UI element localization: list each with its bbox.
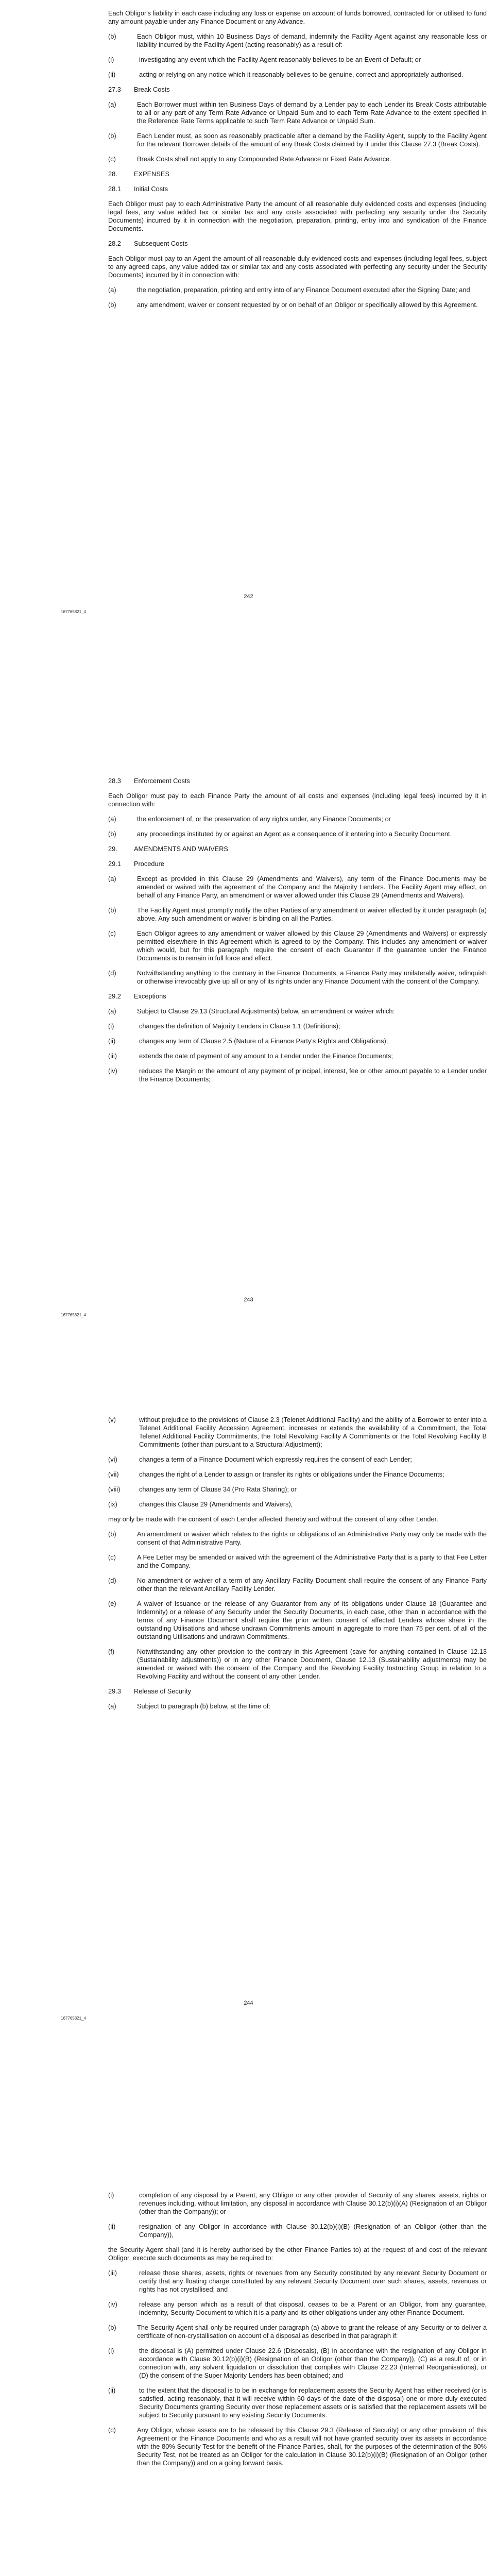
clause-text: A Fee Letter may be amended or waived with the agreement of the Administrative Party that is a party to that Fee Letter and the Company. bbox=[137, 1553, 487, 1569]
clause-text: reduces the Margin or the amount of any payment of principal, interest, fee or other amount payable to a Lender under the Finance Documents; bbox=[139, 1067, 487, 1083]
clause-item bbox=[108, 1553, 487, 1570]
clause-label: (vi) bbox=[108, 1455, 117, 1463]
clause-text: investigating any event which the Facility Agent reasonably believes to be an Event of Default; or bbox=[139, 56, 421, 63]
section-heading bbox=[108, 992, 487, 1001]
clause-item bbox=[108, 1648, 487, 1681]
clause-label: (iv) bbox=[108, 2300, 117, 2308]
clause-item bbox=[108, 1067, 487, 1083]
clause-text: Except as provided in this Clause 29 (Amendments and Waivers), any term of the Finance Documents may be amended or waived with the agreement of the Company and the Majority Lenders. The Facility Agent may effect, on behalf of any Finance Party, an amendment or waiver allowed under this Clause 29 (Amendments and Waivers). bbox=[137, 875, 487, 899]
clause-text: Notwithstanding anything to the contrary in the Finance Documents, a Finance Party may unilaterally waive, relinquish or otherwise irrevocably give up all or any of its rights under any Finance Document with the consent of the Company. bbox=[137, 969, 487, 985]
clause-text: release any person which as a result of that disposal, ceases to be a Parent or an Obligor, from any guarantee, indemnity, Security Document to which it is a party and its other obligations under any other Finance Document. bbox=[139, 2300, 487, 2316]
clause-label: (c) bbox=[108, 929, 116, 937]
clause-item bbox=[108, 2191, 487, 2216]
section-heading bbox=[108, 1687, 487, 1696]
clause-label: (a) bbox=[108, 286, 116, 294]
paragraph: may only be made with the consent of each Lender affected thereby and without the consent of any other Lender. bbox=[108, 1515, 438, 1523]
clause-label: (a) bbox=[108, 875, 116, 883]
section-title: EXPENSES bbox=[134, 170, 169, 178]
clause-text: Each Obligor agrees to any amendment or waiver allowed by this Clause 29 (Amendments and Waivers) or expressly permitted elsewhere in this Agreement which is agreed to by the Company. This includes any amendment or waiver which would, but for this paragraph, require the consent of each Guarantor if the guarantee under the Finance Documents is to remain in full force and effect. bbox=[137, 929, 487, 962]
clause-item bbox=[108, 1577, 487, 1593]
clause-label: (b) bbox=[108, 32, 116, 40]
page-number: 242 bbox=[244, 594, 253, 600]
clause-text: release those shares, assets, rights or revenues from any Security constituted by any relevant Security Document or certify that any floating charge constituted by any relevant Security Document over such shares, assets, revenues or rights has not crystallised; and bbox=[139, 2269, 487, 2293]
clause-item bbox=[108, 155, 487, 163]
clause-label: (ii) bbox=[108, 2386, 116, 2394]
clause-item bbox=[108, 1022, 487, 1030]
page-number: 244 bbox=[244, 2000, 253, 2006]
clause-label: (b) bbox=[108, 301, 116, 309]
clause-item bbox=[108, 969, 487, 986]
clause-text: any proceedings instituted by or against an Agent as a consequence of it entering into a Security Document. bbox=[137, 830, 452, 838]
paragraph: the Security Agent shall (and it is hereby authorised by the other Finance Parties to) at the request of and cost of the relevant Obligor, execute such documents as may be required to: bbox=[108, 2246, 487, 2262]
clause-label: (ix) bbox=[108, 1500, 117, 1508]
section-title: AMENDMENTS AND WAIVERS bbox=[134, 845, 228, 853]
section-number: 27.3 bbox=[108, 86, 121, 93]
clause-item bbox=[108, 301, 487, 309]
clause-item bbox=[108, 929, 487, 962]
clause-item bbox=[108, 2269, 487, 2294]
clause-label: (v) bbox=[108, 1416, 116, 1423]
document-page bbox=[0, 0, 497, 703]
clause-item bbox=[108, 815, 487, 823]
clause-label: (e) bbox=[108, 1600, 116, 1607]
document-reference: 167765821_4 bbox=[61, 609, 86, 614]
clause-text: changes any term of Clause 2.5 (Nature of a Finance Party's Rights and Obligations); bbox=[139, 1037, 388, 1045]
clause-label: (iv) bbox=[108, 1067, 117, 1075]
clause-item bbox=[108, 1470, 487, 1479]
clause-text: changes a term of a Finance Document which expressly requires the consent of each Lender; bbox=[139, 1455, 412, 1463]
section-number: 29.1 bbox=[108, 860, 121, 868]
clause-text: the disposal is (A) permitted under Clause 22.6 (Disposals), (B) in accordance with the resignation of any Obligor in accordance with Clause 30.12(b)(i)(B) (Resignation of an Obligor (other than the Company)), (C) as a result of, or in connection with, any solvent liquidation or dissolution that complies with Clause 22.23 (Internal Reorganisations), or (D) the consent of the Super Majority Lenders has been obtained; and bbox=[139, 2347, 487, 2379]
clause-item bbox=[108, 1416, 487, 1449]
clause-text: Subject to Clause 29.13 (Structural Adjustments) below, an amendment or waiver which: bbox=[137, 1007, 395, 1015]
clause-item bbox=[108, 286, 487, 294]
clause-label: (a) bbox=[108, 1007, 116, 1015]
clause-item bbox=[108, 71, 487, 79]
section-number: 28.2 bbox=[108, 240, 121, 247]
clause-text: resignation of any Obligor in accordance with Clause 30.12(b)(i)(B) (Resignation of an Obligor (other than the Company)), bbox=[139, 2223, 487, 2239]
paragraph: Each Obligor's liability in each case including any loss or expense on account of funds borrowed, contracted for or utilised to fund any amount payable under any Finance Document or any Advance. bbox=[108, 9, 487, 25]
clause-text: The Security Agent shall only be required under paragraph (a) above to grant the release of any Security or to deliver a certificate of non-crystallisation on account of a disposal as described in that paragraph if: bbox=[137, 2324, 487, 2340]
section-heading bbox=[108, 860, 487, 868]
clause-label: (a) bbox=[108, 815, 116, 823]
document-page bbox=[0, 2110, 497, 2576]
section-number: 28. bbox=[108, 170, 117, 178]
section-number: 28.1 bbox=[108, 185, 121, 193]
clause-label: (viii) bbox=[108, 1485, 121, 1493]
clause-label: (b) bbox=[108, 132, 116, 140]
section-title: Release of Security bbox=[134, 1687, 191, 1695]
clause-label: (c) bbox=[108, 1553, 116, 1561]
clause-text: An amendment or waiver which relates to the rights or obligations of an Administrative Party may only be made with the consent of that Administrative Party. bbox=[137, 1530, 487, 1546]
clause-text: Any Obligor, whose assets are to be released by this Clause 29.3 (Release of Security) or any other provision of this Agreement or the Finance Documents and who as a result will not have granted security over its assets in accordance with the 80% Security Test for the benefit of the Finance Parties, shall, for the purposes of the determination of the 80% Security Test, not be treated as an Obligor for the calculation in Clause 30.12(b)(i)(B) (Resignation of an Obligor (other than the Company)) and on a going forward basis. bbox=[137, 2426, 487, 2467]
section-title: Procedure bbox=[134, 860, 165, 868]
paragraph: Each Obligor must pay to each Finance Party the amount of all costs and expenses (including legal fees) incurred by it in connection with: bbox=[108, 792, 487, 808]
paragraph: Each Obligor must pay to each Administrative Party the amount of all reasonable duly evidenced costs and expenses (including legal fees, any value added tax or similar tax and any costs associated with perfecting any security under the Security Documents) incurred by it in connection with the negotiation, preparation, printing, entry into and syndication of the Finance Documents. bbox=[108, 200, 487, 232]
section-title: Break Costs bbox=[134, 86, 170, 93]
clause-label: (d) bbox=[108, 969, 116, 977]
clause-label: (ii) bbox=[108, 71, 116, 78]
clause-item bbox=[108, 2300, 487, 2317]
clause-item bbox=[108, 1037, 487, 1045]
clause-text: A waiver of Issuance or the release of any Guarantor from any of its obligations under Clause 18 (Guarantee and Indemnity) or a release of any Security under the Security Documents, in each case, other than in accordance with the terms of any Finance Document shall require the prior written consent of affected Lenders whose share in the outstanding Utilisations and whose undrawn Commitments amount in aggregate to more than 75 per cent. of all of the outstanding Utilisations and undrawn Commitments. bbox=[137, 1600, 487, 1640]
section-heading bbox=[108, 86, 487, 94]
clause-label: (i) bbox=[108, 56, 114, 63]
clause-text: extends the date of payment of any amount to a Lender under the Finance Documents; bbox=[139, 1052, 393, 1060]
clause-text: changes the definition of Majority Lenders in Clause 1.1 (Definitions); bbox=[139, 1022, 340, 1030]
clause-text: any amendment, waiver or consent requested by or on behalf of an Obligor or specifically allowed by this Agreement. bbox=[137, 301, 478, 309]
section-heading bbox=[108, 185, 487, 193]
paragraph: Each Obligor must pay to an Agent the amount of all reasonable duly evidenced costs and expenses (including legal fees, subject to any agreed caps, any value added tax or similar tax and any costs associated with perfecting any security under the Security Documents) incurred by it in connection with: bbox=[108, 255, 487, 279]
clause-item bbox=[108, 1007, 487, 1015]
clause-item bbox=[108, 100, 487, 125]
clause-text: the negotiation, preparation, printing and entry into of any Finance Document executed after the Signing Date; and bbox=[137, 286, 470, 294]
clause-label: (ii) bbox=[108, 1037, 116, 1045]
clause-item bbox=[108, 1600, 487, 1641]
clause-item bbox=[108, 906, 487, 923]
clause-text: Subject to paragraph (b) below, at the time of: bbox=[137, 1702, 270, 1710]
clause-label: (b) bbox=[108, 2324, 116, 2331]
clause-item bbox=[108, 2386, 487, 2419]
clause-label: (iii) bbox=[108, 1052, 117, 1060]
clause-label: (b) bbox=[108, 906, 116, 914]
clause-label: (i) bbox=[108, 2347, 114, 2354]
clause-text: changes the right of a Lender to assign or transfer its rights or obligations under the Finance Documents; bbox=[139, 1470, 444, 1478]
clause-text: No amendment or waiver of a term of any Ancillary Facility Document shall require the consent of any Finance Party other than the relevant Ancillary Facility Lender. bbox=[137, 1577, 487, 1592]
clause-label: (c) bbox=[108, 155, 116, 163]
clause-label: (ii) bbox=[108, 2223, 116, 2230]
clause-item bbox=[108, 2324, 487, 2340]
section-heading bbox=[108, 240, 487, 248]
section-number: 28.3 bbox=[108, 777, 121, 785]
clause-text: changes any term of Clause 34 (Pro Rata Sharing); or bbox=[139, 1485, 297, 1493]
clause-item bbox=[108, 1455, 487, 1464]
document-reference: 167765821_4 bbox=[61, 2016, 86, 2021]
clause-text: The Facility Agent must promptly notify the other Parties of any amendment or waiver effected by it under paragraph (a) above. Any such amendment or waiver is binding on all the Parties. bbox=[137, 906, 487, 922]
clause-item bbox=[108, 2426, 487, 2467]
document-page bbox=[0, 703, 497, 1406]
clause-label: (i) bbox=[108, 1022, 114, 1030]
clause-item bbox=[108, 2223, 487, 2239]
clause-label: (iii) bbox=[108, 2269, 117, 2277]
clause-text: Notwithstanding any other provision to the contrary in this Agreement (save for anything contained in Clause 12.13 (Sustainability adjustments)) or in any other Finance Document, Clause 12.13 (Sustainability adjustments) may be amended or waived with the consent of the Company and the Revolving Facility Instructing Group in relation to a Revolving Facility and without the consent of any other Lender. bbox=[137, 1648, 487, 1680]
clause-text: without prejudice to the provisions of Clause 2.3 (Telenet Additional Facility) and the ability of a Borrower to enter into a Telenet Additional Facility Accession Agreement, increases or extends the availability of a Commitment, the Total Telenet Additional Facility Commitments, the Total Revolving Facility A Commitments or the Total Revolving Facility B Commitments (other than pursuant to a Structural Adjustment); bbox=[139, 1416, 487, 1448]
clause-label: (c) bbox=[108, 2426, 116, 2434]
clause-label: (d) bbox=[108, 1577, 116, 1584]
section-title: Subsequent Costs bbox=[134, 240, 188, 247]
clause-item bbox=[108, 1052, 487, 1060]
clause-label: (a) bbox=[108, 1702, 116, 1710]
clause-label: (i) bbox=[108, 2191, 114, 2199]
clause-text: the enforcement of, or the preservation of any rights under, any Finance Documents; or bbox=[137, 815, 391, 823]
clause-label: (b) bbox=[108, 1530, 116, 1538]
clause-text: Each Obligor must, within 10 Business Days of demand, indemnify the Facility Agent against any reasonable loss or liability incurred by the Facility Agent (acting reasonably) as a result of: bbox=[137, 32, 487, 48]
section-heading bbox=[108, 777, 487, 785]
clause-item bbox=[108, 830, 487, 838]
section-number: 29.3 bbox=[108, 1687, 121, 1695]
document-reference: 167765821_4 bbox=[61, 1313, 86, 1317]
clause-text: Each Borrower must within ten Business Days of demand by a Lender pay to each Lender its Break Costs attributable to all or any part of any Term Rate Advance or Unpaid Sum and to each Term Rate Advance to the extent specified in the Reference Rate Terms applicable to such Term Rate Advance or Unpaid Sum. bbox=[137, 100, 487, 125]
clause-text: Each Lender must, as soon as reasonably practicable after a demand by the Facility Agent, supply to the Facility Agent for the relevant Borrower details of the amount of any Break Costs claimed by it under this Clause 27.3 (Break Costs). bbox=[137, 132, 487, 148]
clause-label: (a) bbox=[108, 100, 116, 108]
clause-text: to the extent that the disposal is to be in exchange for replacement assets the Security Agent has either received (or is satisfied, acting reasonably, that it will receive within 60 days of the date of the disposal) one or more duly executed Security Documents granting Security over those replacement assets or is satisfied that the replacement assets will be subject to Security pursuant to any existing Security Documents. bbox=[139, 2386, 487, 2419]
clause-item bbox=[108, 875, 487, 900]
clause-label: (f) bbox=[108, 1648, 115, 1655]
clause-item bbox=[108, 1702, 487, 1710]
section-number: 29.2 bbox=[108, 992, 121, 1000]
clause-item bbox=[108, 1500, 487, 1509]
clause-item bbox=[108, 32, 487, 49]
clause-text: Break Costs shall not apply to any Compounded Rate Advance or Fixed Rate Advance. bbox=[137, 155, 391, 163]
clause-text: completion of any disposal by a Parent, any Obligor or any other provider of Security of any shares, assets, rights or revenues including, without limitation, any disposal in accordance with Clause 30.12(b)(i)(A) (Resignation of an Obligor (other than the Company)); or bbox=[139, 2191, 487, 2215]
clause-text: changes this Clause 29 (Amendments and Waivers), bbox=[139, 1500, 293, 1508]
clause-item bbox=[108, 132, 487, 148]
section-heading bbox=[108, 845, 487, 853]
section-title: Exceptions bbox=[134, 992, 166, 1000]
section-heading bbox=[108, 170, 487, 178]
clause-item bbox=[108, 1530, 487, 1547]
clause-text: acting or relying on any notice which it reasonably believes to be genuine, correct and appropriately authorised. bbox=[139, 71, 464, 78]
clause-item bbox=[108, 2347, 487, 2380]
clause-label: (vii) bbox=[108, 1470, 119, 1478]
page-number: 243 bbox=[244, 1297, 253, 1303]
clause-item bbox=[108, 56, 487, 64]
section-number: 29. bbox=[108, 845, 117, 853]
document-page bbox=[0, 1406, 497, 2110]
clause-item bbox=[108, 1485, 487, 1494]
section-title: Enforcement Costs bbox=[134, 777, 190, 785]
section-title: Initial Costs bbox=[134, 185, 168, 193]
clause-label: (b) bbox=[108, 830, 116, 838]
